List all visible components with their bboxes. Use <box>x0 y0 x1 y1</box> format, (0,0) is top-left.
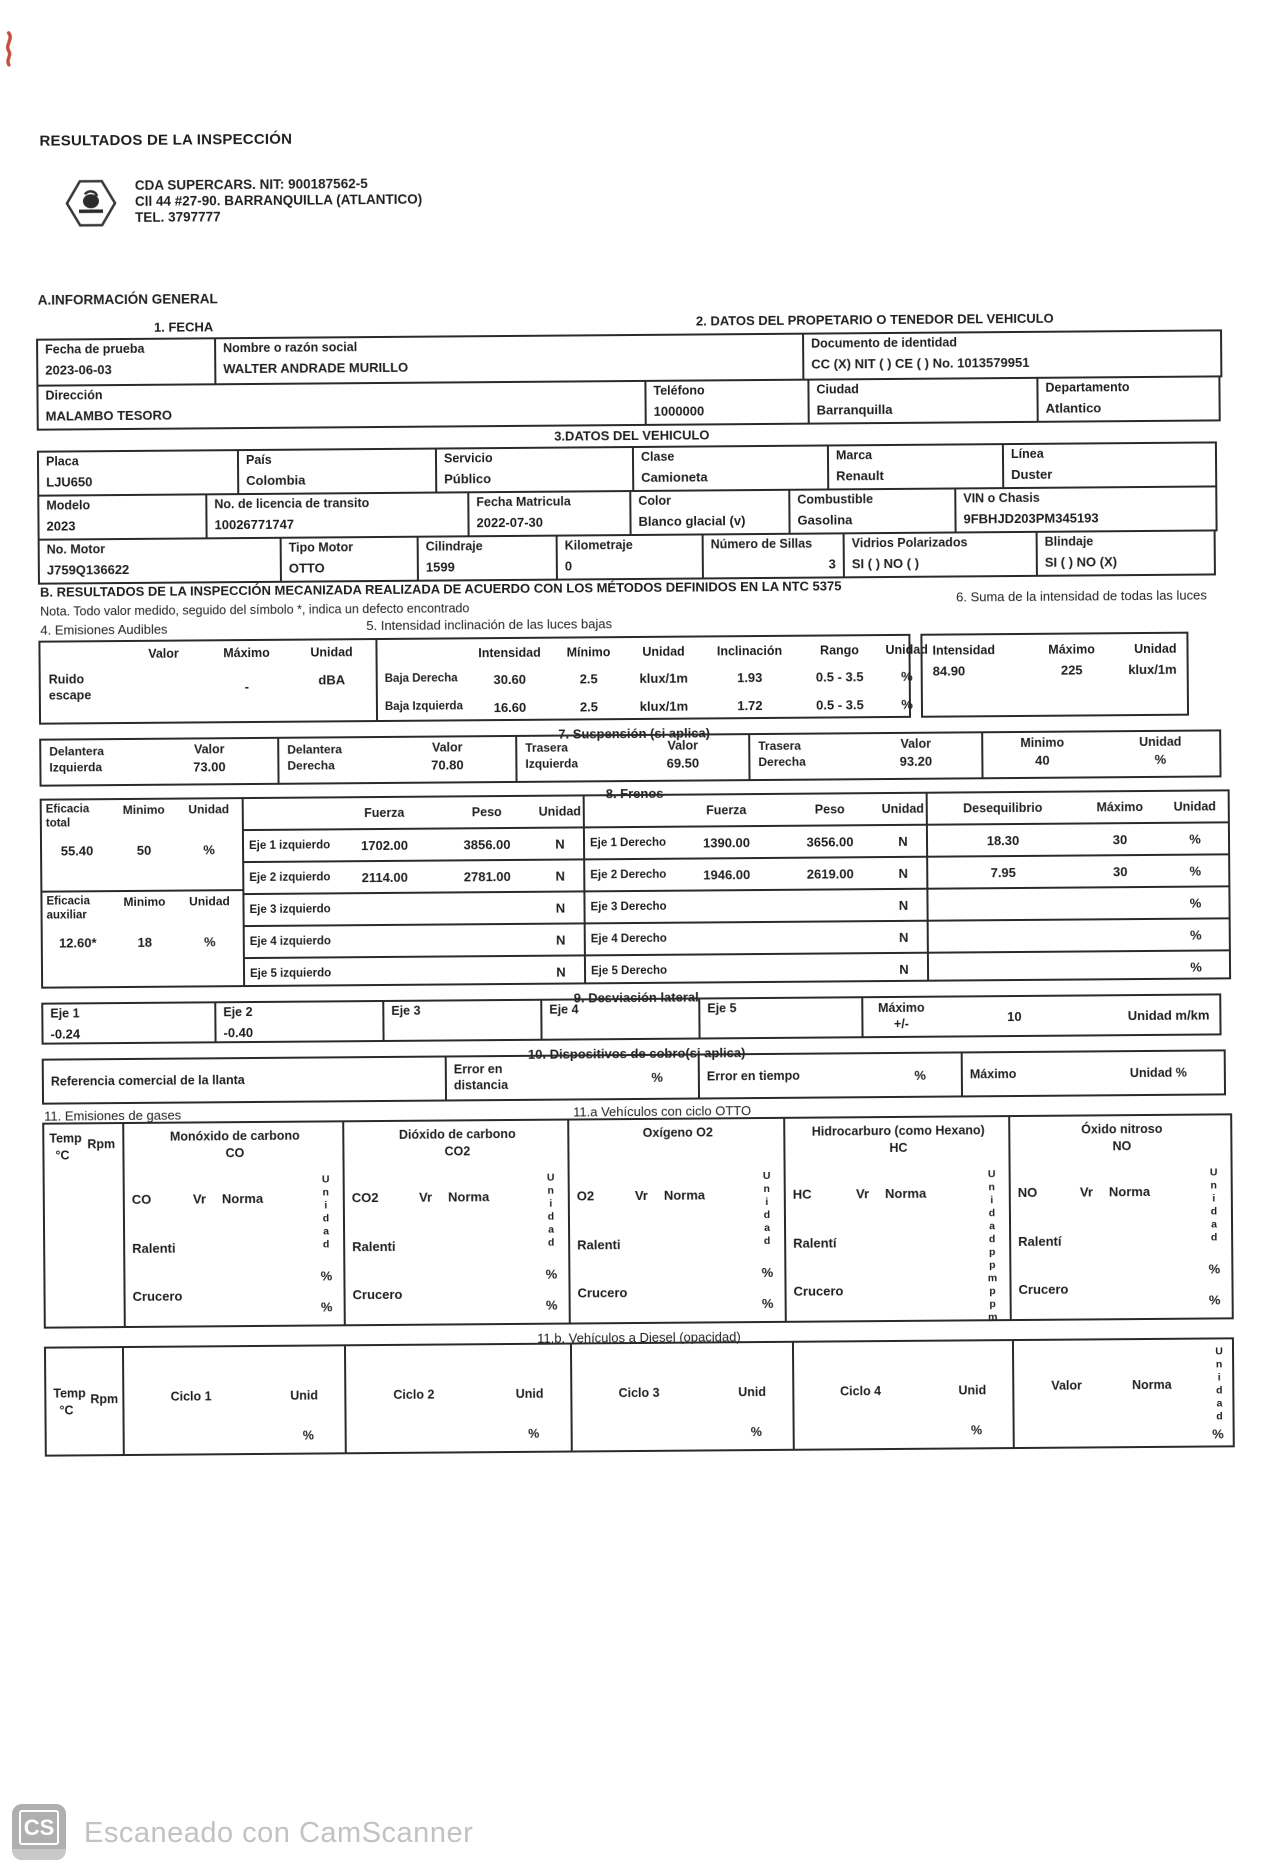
field-licencia-transito: No. de licencia de transito 10026771747 <box>205 491 469 539</box>
field-nombre-razon-social: Nombre o razón social WALTER ANDRADE MURILLO <box>214 333 804 386</box>
deviation-cell: Eje 4 <box>540 997 700 1040</box>
col-fuerza: Fuerza <box>706 803 747 818</box>
table-row <box>36 375 1226 430</box>
field-documento-identidad: Documento de identidad CC (X) NIT ( ) CE ( ) No. 1013579951 <box>802 329 1222 380</box>
page-title: RESULTADOS DE LA INSPECCIÓN <box>39 130 293 150</box>
deviation-cell: Eje 1 -0.24 <box>41 1001 216 1044</box>
field-kilometraje: Kilometraje 0 <box>556 533 704 580</box>
col-valor: Valor <box>148 646 179 661</box>
left-axles-block <box>242 794 586 987</box>
field-numero-sillas: Número de Sillas 3 <box>702 532 845 579</box>
axle-row: Eje 1 izquierdo 1702.00 3856.00 N <box>244 826 583 861</box>
col-unidad: Unidad <box>1134 641 1177 657</box>
col-peso: Peso <box>814 802 845 817</box>
camscanner-watermark: Escaneado con CamScanner <box>84 1817 474 1849</box>
deviation-limits-cell <box>861 993 1221 1038</box>
heading-emisiones-gases: 11. Emisiones de gases <box>44 1107 182 1124</box>
section-b-note: Nota. Todo valor medido, seguido del símbolo *, indica un defecto encontrado <box>40 601 470 619</box>
axle-row: Eje 2 Derecho 1946.00 2619.00 N <box>585 856 926 891</box>
gas-block-no: Óxido nitroso NO NO Vr Norma Unidad % % Ralentí Crucero <box>1008 1113 1234 1321</box>
brakes-table <box>40 789 1231 988</box>
imbalance-row: % <box>929 949 1229 983</box>
axle-row: Eje 3 izquierdo N <box>244 890 583 925</box>
field-direccion: Dirección MALAMBO TESORO <box>36 380 646 431</box>
col-peso: Peso <box>471 805 502 820</box>
axle-row: Eje 5 Derecho N <box>586 952 927 987</box>
intensidad-value: 84.90 <box>932 663 966 679</box>
col-unidad: Unidad <box>310 645 353 660</box>
suspension-cell: Delantera Izquierda Valor 73.00 <box>39 737 279 787</box>
ciclo-3-cell: Ciclo 3 Unid % <box>570 1341 795 1453</box>
heading-ciclo-otto: 11.a Vehículos con ciclo OTTO <box>573 1103 752 1120</box>
diesel-opacity-table <box>44 1337 1235 1456</box>
right-axles-block <box>583 792 929 985</box>
section-a-heading: A.INFORMACIÓN GENERAL <box>37 291 218 308</box>
maximo-label: Máximo <box>877 1001 925 1016</box>
unidad-vertical-label: Unidad <box>544 1171 558 1250</box>
temp-rpm-cell: Temp Rpm °C <box>44 1346 125 1457</box>
field-vin-chasis: VIN o Chasis 9FBHJD203PM345193 <box>954 485 1217 533</box>
audible-emissions-table <box>38 638 378 725</box>
heading-emisiones-audibles: 4. Emisiones Audibles <box>40 621 168 638</box>
tire-reference-cell: Referencia comercial de la llanta <box>42 1055 447 1104</box>
low-beam-table: Intensidad Mínimo Unidad Inclinación Rango Unidad Baja Derecha 30.60 2.5 klux/1m 1.93 0.5 - 3.5 % Baja Izquierda 16.60 2.5 klux/1m 1.72 0.5 - 3.5 % <box>375 634 911 722</box>
company-phone: TEL. 3797777 <box>135 209 221 225</box>
field-pais: País Colombia <box>237 448 437 496</box>
max-unit-cell: Máximo Unidad % <box>961 1049 1226 1097</box>
unidad-value: dBA <box>318 672 346 688</box>
valor-norma-cell: Valor Norma Unidad % <box>1012 1337 1235 1449</box>
eficacia-auxiliar-cell: Eficacia auxiliar Minimo Unidad 12.60* 18 % <box>40 889 245 989</box>
unidad-vertical-label: Unidad <box>760 1169 774 1249</box>
heading-frenos: 8. Frenos <box>605 785 664 802</box>
suspension-cell: Trasera Izquierda Valor 69.50 <box>515 733 750 783</box>
col-unidad: Unidad <box>881 801 924 817</box>
maximo-value: - <box>244 679 250 695</box>
axle-row: Eje 2 izquierdo 2114.00 2781.00 N <box>244 858 583 893</box>
field-departamento: Departamento Atlantico <box>1036 375 1220 422</box>
camscanner-logo-icon: CS <box>12 1804 66 1860</box>
distance-error-cell: Error en distancia % <box>445 1054 700 1102</box>
imbalance-block <box>926 789 1231 981</box>
col-maximo: Máximo <box>1096 800 1144 815</box>
field-ciudad: Ciudad Barranquilla <box>807 377 1038 425</box>
col-intensidad: Intensidad <box>932 643 996 658</box>
field-fecha-matricula: Fecha Matricula 2022-07-30 <box>467 490 631 537</box>
field-fecha-de-prueba: Fecha de prueba 2023-06-03 <box>36 337 216 386</box>
deviation-cell: Eje 2 -0.40 <box>214 1000 384 1043</box>
total-light-intensity-table <box>920 632 1189 718</box>
unidad-vertical-label: Unidad <box>1212 1345 1226 1424</box>
field-tipo-motor: Tipo Motor OTTO <box>280 536 419 583</box>
sub-heading-fecha: 1. FECHA <box>153 319 214 335</box>
col-unidad: Unidad <box>1173 799 1216 814</box>
maximo-value: 10 <box>1007 1008 1022 1024</box>
lateral-deviation-table <box>41 993 1231 1044</box>
field-clase: Clase Camioneta <box>632 444 829 492</box>
axle-row: Eje 4 izquierdo N <box>245 922 584 957</box>
field-placa: Placa LJU650 <box>37 449 239 497</box>
maximo-value: 225 <box>1060 662 1083 678</box>
heading-luces-bajas: 5. Intensidad inclinación de las luces bajas <box>366 616 613 634</box>
gas-block-hc: Hidrocarburo (como Hexano) HC HC Vr Norma Unidad ppm ppm Ralentí Crucero <box>783 1115 1012 1323</box>
general-info-table <box>36 329 1228 584</box>
axle-row: Eje 3 Derecho N <box>585 888 926 923</box>
ruido-escape-label: Ruido escape <box>48 672 92 703</box>
time-error-cell: Error en tiempo % <box>698 1051 963 1099</box>
heading-desviacion: 9. Desviación lateral <box>573 989 699 1006</box>
unidad-vertical-label: Unidad <box>985 1168 999 1247</box>
deviation-cell: Eje 5 <box>698 996 863 1039</box>
section-b-heading: B. RESULTADOS DE LA INSPECCIÓN MECANIZADA REALIZADA DE ACUERDO CON LOS MÉTODOS DEFINIDOS EN LA NTC 5375 <box>39 578 842 600</box>
heading-dispositivos: 10. Dispositivos de cobro(si aplica) <box>527 1045 746 1062</box>
col-minimo: Mínimo <box>566 645 611 660</box>
col-maximo: Máximo <box>1048 642 1095 657</box>
field-blindaje: Blindaje SI ( ) NO (X) <box>1036 529 1216 576</box>
field-servicio: Servicio Público <box>435 446 634 494</box>
unidad-label: Unidad m/km <box>1127 1006 1210 1023</box>
axle-row: Eje 1 Derecho 1390.00 3656.00 N <box>585 824 926 859</box>
field-cilindraje: Cilindraje 1599 <box>417 535 558 582</box>
gas-block-co2: Dióxido de carbono CO2 CO2 Vr Norma Unidad % % Ralenti Crucero <box>342 1119 571 1327</box>
col-fuerza: Fuerza <box>364 805 405 821</box>
field-vidrios-polarizados: Vidrios Polarizados SI ( ) NO ( ) <box>843 531 1038 579</box>
field-marca: Marca Renault <box>827 443 1004 490</box>
heading-suma-intensidad: 6. Suma de la intensidad de todas las luces <box>956 587 1207 605</box>
deviation-cell: Eje 3 <box>382 999 542 1042</box>
col-desequilibrio: Desequilibrio <box>963 800 1043 816</box>
red-pen-mark-icon <box>0 31 22 67</box>
otto-emissions-table <box>42 1113 1234 1328</box>
col-unidad-2: Unidad <box>885 642 928 658</box>
imbalance-row: 18.30 30 % <box>928 821 1228 855</box>
row-baja-derecha: Baja Derecha <box>384 672 458 686</box>
row-baja-izquierda: Baja Izquierda <box>384 700 463 714</box>
toll-devices-table <box>42 1049 1232 1104</box>
heading-suspension: 7. Suspensión (si aplica) <box>558 725 711 742</box>
gas-block-co: Monóxido de carbono CO CO Vr Norma Unidad % % Ralenti Crucero <box>122 1120 346 1328</box>
company-info <box>135 176 423 226</box>
field-color: Color Blanco glacial (v) <box>629 489 790 536</box>
ciclo-4-cell: Ciclo 4 Unid % <box>792 1339 1015 1451</box>
temp-rpm-cell: Temp Rpm °C <box>42 1122 126 1329</box>
field-telefono: Teléfono 1000000 <box>644 379 809 426</box>
company-address: Cll 44 #27-90. BARRANQUILLA (ATLANTICO) <box>134 191 423 209</box>
suspension-table <box>39 729 1229 786</box>
suspension-cell: Delantera Derecha Valor 70.80 <box>277 735 517 785</box>
field-no-motor: No. Motor J759Q136622 <box>38 537 282 585</box>
axle-row: Eje 4 Derecho N <box>586 920 927 955</box>
field-linea: Línea Duster <box>1002 441 1217 489</box>
sub-heading-vehiculo: 3.DATOS DEL VEHICULO <box>554 427 710 444</box>
eficacia-total-cell: Eficacia total Minimo Unidad 55.40 50 % <box>40 797 245 893</box>
heading-diesel: 11.b. Vehículos a Diesel (opacidad) <box>537 1329 741 1346</box>
maximo-pm: +/- <box>893 1016 909 1031</box>
imbalance-row: 7.95 30 % <box>928 853 1228 887</box>
suspension-cell: Trasera Derecha Valor 93.20 <box>748 731 983 781</box>
suspension-limits-cell: Minimo 40 Unidad % <box>981 729 1221 779</box>
unidad-vertical-label: Unidad <box>1207 1166 1221 1245</box>
col-inclinacion: Inclinación <box>716 643 783 659</box>
col-maximo: Máximo <box>223 645 270 661</box>
col-unidad: Unidad <box>642 644 685 659</box>
sub-heading-propietario: 2. DATOS DEL PROPETARIO O TENEDOR DEL VEHICULO <box>695 310 1054 329</box>
axle-row: Eje 5 izquierdo N <box>245 954 584 989</box>
col-rango: Rango <box>820 643 860 658</box>
field-combustible: Combustible Gasolina <box>788 487 956 534</box>
unidad-vertical-label: Unidad <box>319 1173 333 1252</box>
unidad-value: klux/1m <box>1128 661 1177 678</box>
company-name-nit: CDA SUPERCARS. NIT: 900187562-5 <box>134 176 368 193</box>
col-unidad: Unidad <box>538 804 581 819</box>
imbalance-row: % <box>929 917 1229 951</box>
imbalance-row: % <box>928 885 1228 919</box>
col-intensidad: Intensidad <box>478 645 541 661</box>
field-modelo: Modelo 2023 <box>37 493 207 540</box>
company-logo-icon <box>63 178 119 228</box>
table-row <box>38 529 1228 584</box>
ciclo-2-cell: Ciclo 2 Unid % <box>344 1343 573 1455</box>
gas-block-o2: Oxígeno O2 O2 Vr Norma Unidad % % Ralenti Crucero <box>567 1117 787 1325</box>
ciclo-1-cell: Ciclo 1 Unid % <box>122 1344 347 1456</box>
valor-value <box>127 679 201 680</box>
